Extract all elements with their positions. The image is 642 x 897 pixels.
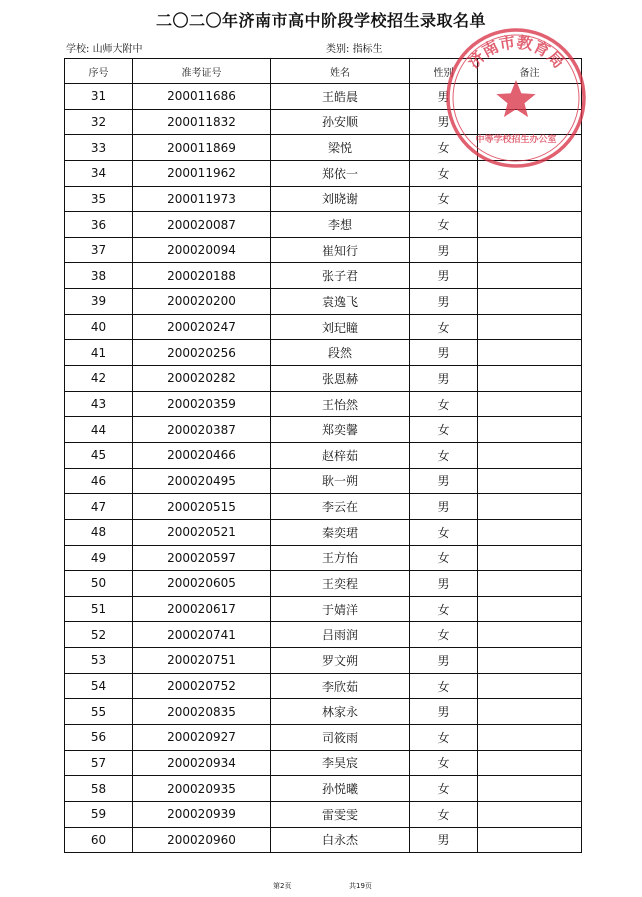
row-remarks xyxy=(478,801,582,827)
school-label: 学校: xyxy=(66,44,90,55)
row-student-name: 吕雨润 xyxy=(271,622,410,648)
table-row xyxy=(65,699,582,725)
row-exam-id: 200020466 xyxy=(133,442,271,468)
row-gender: 男 xyxy=(410,648,478,674)
row-serial-number: 38 xyxy=(65,263,133,289)
table-row xyxy=(65,571,582,597)
row-serial-number: 34 xyxy=(65,160,133,186)
table-row xyxy=(65,84,582,110)
row-gender: 女 xyxy=(410,776,478,802)
row-remarks xyxy=(478,160,582,186)
row-student-name: 李云在 xyxy=(271,494,410,520)
row-remarks xyxy=(478,673,582,699)
table-row xyxy=(65,596,582,622)
row-remarks xyxy=(478,622,582,648)
row-serial-number: 37 xyxy=(65,237,133,263)
row-gender: 男 xyxy=(410,468,478,494)
seal-inner-text: 中等学校招生办公室 xyxy=(475,135,557,145)
row-student-name: 林家永 xyxy=(271,699,410,725)
row-exam-id: 200020934 xyxy=(133,750,271,776)
row-student-name: 白永杰 xyxy=(271,827,410,853)
table-row xyxy=(65,519,582,545)
row-exam-id: 200020188 xyxy=(133,263,271,289)
row-remarks xyxy=(478,776,582,802)
row-remarks xyxy=(478,237,582,263)
row-serial-number: 48 xyxy=(65,519,133,545)
document-title: 二〇二〇年济南市高中阶段学校招生录取名单 xyxy=(155,11,486,30)
table-row xyxy=(65,212,582,238)
row-serial-number: 36 xyxy=(65,212,133,238)
row-student-name: 司筱雨 xyxy=(271,725,410,751)
row-remarks xyxy=(478,468,582,494)
row-serial-number: 45 xyxy=(65,442,133,468)
row-remarks xyxy=(478,442,582,468)
row-gender: 男 xyxy=(410,84,478,110)
row-serial-number: 39 xyxy=(65,289,133,315)
table-row xyxy=(65,417,582,443)
row-serial-number: 55 xyxy=(65,699,133,725)
row-serial-number: 44 xyxy=(65,417,133,443)
row-remarks xyxy=(478,750,582,776)
row-gender: 男 xyxy=(410,366,478,392)
row-serial-number: 43 xyxy=(65,391,133,417)
row-remarks xyxy=(478,135,582,161)
row-student-name: 李昊宸 xyxy=(271,750,410,776)
table-row xyxy=(65,263,582,289)
row-gender: 女 xyxy=(410,596,478,622)
row-serial-number: 58 xyxy=(65,776,133,802)
row-exam-id: 200020960 xyxy=(133,827,271,853)
header-remarks: 备注 xyxy=(478,59,582,84)
row-gender: 男 xyxy=(410,263,478,289)
row-exam-id: 200020939 xyxy=(133,801,271,827)
row-exam-id: 200020751 xyxy=(133,648,271,674)
row-serial-number: 47 xyxy=(65,494,133,520)
row-remarks xyxy=(478,596,582,622)
row-gender: 男 xyxy=(410,699,478,725)
row-serial-number: 52 xyxy=(65,622,133,648)
row-serial-number: 50 xyxy=(65,571,133,597)
table-row xyxy=(65,494,582,520)
row-remarks xyxy=(478,494,582,520)
row-exam-id: 200020835 xyxy=(133,699,271,725)
row-student-name: 郑依一 xyxy=(271,160,410,186)
row-student-name: 赵梓茹 xyxy=(271,442,410,468)
header-gender: 性别 xyxy=(410,59,478,84)
table-row xyxy=(65,237,582,263)
admission-table xyxy=(64,58,582,853)
row-remarks xyxy=(478,340,582,366)
row-student-name: 秦奕珺 xyxy=(271,519,410,545)
row-remarks xyxy=(478,519,582,545)
seal-ring-text: 济南市教育局 xyxy=(463,32,569,72)
row-student-name: 梁悦 xyxy=(271,135,410,161)
row-student-name: 王方怡 xyxy=(271,545,410,571)
row-remarks xyxy=(478,84,582,110)
table-row xyxy=(65,442,582,468)
row-student-name: 孙悦曦 xyxy=(271,776,410,802)
row-exam-id: 200020282 xyxy=(133,366,271,392)
row-serial-number: 31 xyxy=(65,84,133,110)
total-pages: 共19页 xyxy=(349,882,372,890)
row-gender: 女 xyxy=(410,519,478,545)
table-row xyxy=(65,545,582,571)
row-serial-number: 41 xyxy=(65,340,133,366)
row-gender: 女 xyxy=(410,622,478,648)
row-gender: 男 xyxy=(410,237,478,263)
row-student-name: 孙安顺 xyxy=(271,109,410,135)
row-student-name: 王怡然 xyxy=(271,391,410,417)
row-gender: 男 xyxy=(410,494,478,520)
row-exam-id: 200011686 xyxy=(133,84,271,110)
table-row xyxy=(65,314,582,340)
table-row xyxy=(65,622,582,648)
row-gender: 女 xyxy=(410,725,478,751)
row-gender: 男 xyxy=(410,340,478,366)
row-student-name: 王皓晨 xyxy=(271,84,410,110)
row-remarks xyxy=(478,545,582,571)
row-exam-id: 200020247 xyxy=(133,314,271,340)
school-info xyxy=(66,44,143,56)
row-gender: 女 xyxy=(410,545,478,571)
school-value: 山师大附中 xyxy=(92,44,143,55)
table-row xyxy=(65,289,582,315)
row-serial-number: 57 xyxy=(65,750,133,776)
row-exam-id: 200020927 xyxy=(133,725,271,751)
page-number: 第2页 xyxy=(273,882,292,890)
row-exam-id: 200020087 xyxy=(133,212,271,238)
row-gender: 女 xyxy=(410,160,478,186)
row-remarks xyxy=(478,699,582,725)
row-gender: 女 xyxy=(410,135,478,161)
table-row xyxy=(65,135,582,161)
row-exam-id: 200020617 xyxy=(133,596,271,622)
row-gender: 男 xyxy=(410,109,478,135)
row-exam-id: 200020387 xyxy=(133,417,271,443)
row-serial-number: 42 xyxy=(65,366,133,392)
row-exam-id: 200020200 xyxy=(133,289,271,315)
row-serial-number: 46 xyxy=(65,468,133,494)
table-row xyxy=(65,673,582,699)
category-value: 指标生 xyxy=(352,44,383,55)
row-remarks xyxy=(478,417,582,443)
table-row xyxy=(65,750,582,776)
row-exam-id: 200020256 xyxy=(133,340,271,366)
row-remarks xyxy=(478,827,582,853)
row-serial-number: 33 xyxy=(65,135,133,161)
row-exam-id: 200011832 xyxy=(133,109,271,135)
row-exam-id: 200020495 xyxy=(133,468,271,494)
row-gender: 女 xyxy=(410,391,478,417)
table-row xyxy=(65,391,582,417)
row-student-name: 张恩赫 xyxy=(271,366,410,392)
row-exam-id: 200020935 xyxy=(133,776,271,802)
category-info xyxy=(326,44,383,56)
row-gender: 女 xyxy=(410,212,478,238)
row-student-name: 李想 xyxy=(271,212,410,238)
row-student-name: 于婧洋 xyxy=(271,596,410,622)
table-row xyxy=(65,160,582,186)
row-serial-number: 32 xyxy=(65,109,133,135)
row-student-name: 王奕程 xyxy=(271,571,410,597)
row-exam-id: 200011973 xyxy=(133,186,271,212)
table-row xyxy=(65,801,582,827)
row-student-name: 段然 xyxy=(271,340,410,366)
row-gender: 男 xyxy=(410,571,478,597)
row-exam-id: 200020094 xyxy=(133,237,271,263)
row-exam-id: 200020605 xyxy=(133,571,271,597)
row-remarks xyxy=(478,212,582,238)
table-row xyxy=(65,725,582,751)
table-row xyxy=(65,776,582,802)
row-exam-id: 200020597 xyxy=(133,545,271,571)
table-header-row xyxy=(65,59,582,84)
row-serial-number: 54 xyxy=(65,673,133,699)
row-student-name: 刘玘瞳 xyxy=(271,314,410,340)
table-row xyxy=(65,827,582,853)
row-remarks xyxy=(478,263,582,289)
row-exam-id: 200020521 xyxy=(133,519,271,545)
category-label: 类别: xyxy=(326,44,350,55)
row-remarks xyxy=(478,725,582,751)
row-exam-id: 200020752 xyxy=(133,673,271,699)
row-student-name: 袁逸飞 xyxy=(271,289,410,315)
row-student-name: 雷雯雯 xyxy=(271,801,410,827)
row-remarks xyxy=(478,391,582,417)
row-gender: 男 xyxy=(410,289,478,315)
row-gender: 女 xyxy=(410,186,478,212)
header-name: 姓名 xyxy=(271,59,410,84)
row-gender: 男 xyxy=(410,827,478,853)
row-exam-id: 200020741 xyxy=(133,622,271,648)
row-student-name: 耿一朔 xyxy=(271,468,410,494)
row-exam-id: 200011869 xyxy=(133,135,271,161)
table-row xyxy=(65,340,582,366)
row-serial-number: 56 xyxy=(65,725,133,751)
row-student-name: 崔知行 xyxy=(271,237,410,263)
header-exam-id: 准考证号 xyxy=(133,59,271,84)
header-serial-number: 序号 xyxy=(65,59,133,84)
row-student-name: 罗文朔 xyxy=(271,648,410,674)
row-gender: 女 xyxy=(410,314,478,340)
table-row xyxy=(65,648,582,674)
row-serial-number: 51 xyxy=(65,596,133,622)
row-remarks xyxy=(478,289,582,315)
table-row xyxy=(65,186,582,212)
row-exam-id: 200020359 xyxy=(133,391,271,417)
row-gender: 女 xyxy=(410,442,478,468)
row-serial-number: 40 xyxy=(65,314,133,340)
row-remarks xyxy=(478,314,582,340)
row-gender: 女 xyxy=(410,673,478,699)
row-gender: 女 xyxy=(410,750,478,776)
row-remarks xyxy=(478,648,582,674)
row-remarks xyxy=(478,109,582,135)
row-gender: 女 xyxy=(410,417,478,443)
row-student-name: 李欣茹 xyxy=(271,673,410,699)
table-body xyxy=(65,84,582,853)
row-student-name: 张子君 xyxy=(271,263,410,289)
row-exam-id: 200011962 xyxy=(133,160,271,186)
row-student-name: 郑奕馨 xyxy=(271,417,410,443)
table-row xyxy=(65,366,582,392)
row-serial-number: 59 xyxy=(65,801,133,827)
table-row xyxy=(65,468,582,494)
row-serial-number: 53 xyxy=(65,648,133,674)
row-remarks xyxy=(478,186,582,212)
row-remarks xyxy=(478,366,582,392)
row-serial-number: 49 xyxy=(65,545,133,571)
row-gender: 女 xyxy=(410,801,478,827)
row-remarks xyxy=(478,571,582,597)
table-row xyxy=(65,109,582,135)
row-student-name: 刘晓谢 xyxy=(271,186,410,212)
row-serial-number: 60 xyxy=(65,827,133,853)
row-exam-id: 200020515 xyxy=(133,494,271,520)
row-serial-number: 35 xyxy=(65,186,133,212)
